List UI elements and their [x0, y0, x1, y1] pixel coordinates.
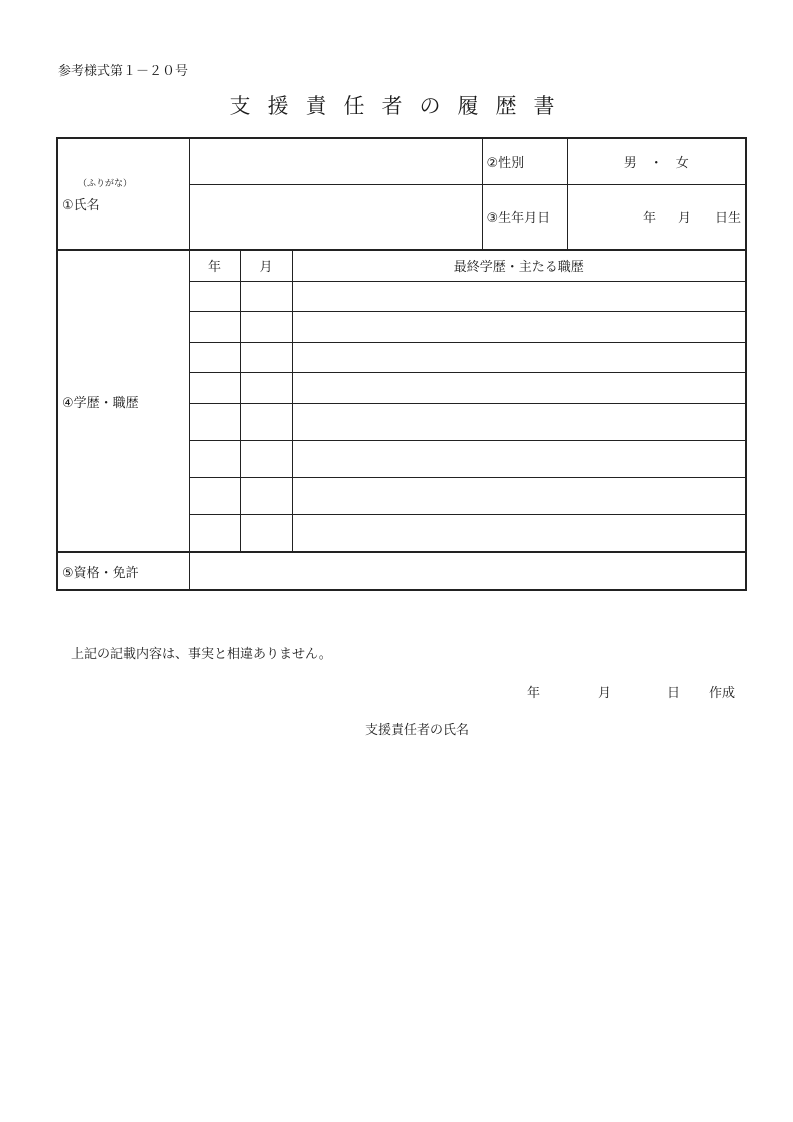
name-input[interactable]: [189, 184, 482, 250]
date-year-label: 年: [527, 686, 541, 701]
gender-label: ②性別: [482, 138, 567, 184]
history-year-input[interactable]: [189, 403, 240, 440]
history-detail-input[interactable]: [292, 372, 746, 403]
history-detail-input[interactable]: [292, 440, 746, 477]
history-month-input[interactable]: [240, 440, 292, 477]
form-number: 参考様式第１－２０号: [58, 64, 189, 79]
birth-month-label: 月: [677, 211, 691, 227]
date-day-label: 日: [667, 686, 681, 701]
resume-table: [56, 137, 747, 591]
qualification-label: ⑤資格・免許: [57, 552, 189, 590]
history-col-year: 年: [189, 250, 240, 281]
history-col-detail: 最終学歴・主たる職歴: [292, 250, 746, 281]
gender-value[interactable]: 男 ・ 女: [567, 138, 746, 184]
furigana-input[interactable]: [189, 138, 482, 184]
declaration-text: 上記の記載内容は、事実と相違ありません。: [71, 647, 332, 662]
history-year-input[interactable]: [189, 372, 240, 403]
history-year-input[interactable]: [189, 311, 240, 342]
birth-year-label: 年: [642, 211, 656, 227]
history-month-input[interactable]: [240, 372, 292, 403]
furigana-label: （ふりがな）: [78, 178, 133, 189]
signature-label: 支援責任者の氏名: [365, 723, 470, 738]
history-detail-input[interactable]: [292, 342, 746, 372]
history-detail-input[interactable]: [292, 403, 746, 440]
date-month-label: 月: [598, 686, 612, 701]
birthdate-label: ③生年月日: [482, 184, 567, 250]
history-year-input[interactable]: [189, 477, 240, 514]
history-month-input[interactable]: [240, 403, 292, 440]
name-label: ①氏名: [62, 197, 100, 213]
history-year-input[interactable]: [189, 281, 240, 311]
history-month-input[interactable]: [240, 514, 292, 552]
history-year-input[interactable]: [189, 440, 240, 477]
document-title: 支援責任者の履歴書: [229, 94, 572, 118]
birth-day-label: 日生: [714, 211, 741, 227]
history-label: ④学歴・職歴: [57, 250, 189, 552]
history-month-input[interactable]: [240, 477, 292, 514]
date-created-label: 作成: [709, 686, 736, 701]
history-month-input[interactable]: [240, 281, 292, 311]
history-col-month: 月: [240, 250, 292, 281]
history-year-input[interactable]: [189, 514, 240, 552]
history-month-input[interactable]: [240, 342, 292, 372]
history-detail-input[interactable]: [292, 477, 746, 514]
birthdate-input[interactable]: [567, 184, 746, 250]
history-detail-input[interactable]: [292, 281, 746, 311]
history-month-input[interactable]: [240, 311, 292, 342]
qualification-input[interactable]: [189, 552, 746, 590]
name-label-cell: [57, 138, 189, 250]
history-detail-input[interactable]: [292, 311, 746, 342]
history-year-input[interactable]: [189, 342, 240, 372]
history-detail-input[interactable]: [292, 514, 746, 552]
